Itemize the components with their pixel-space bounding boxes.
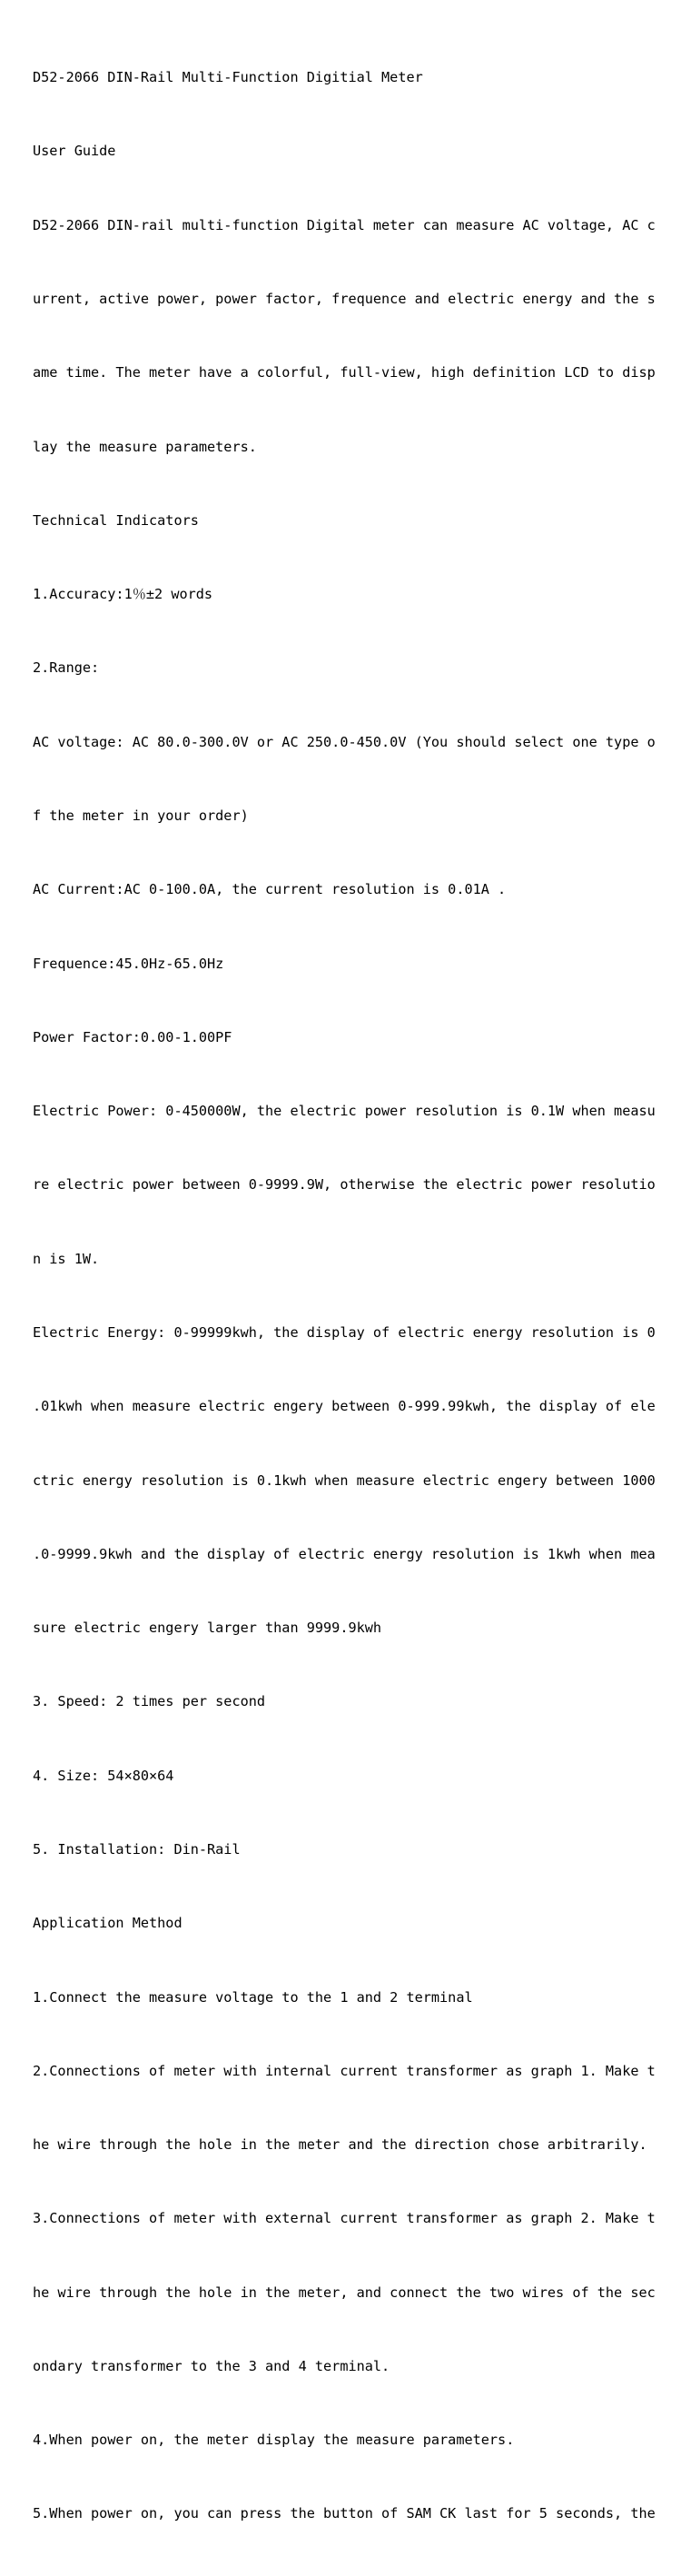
document-line: .01kwh when measure electric engery between 0-999.99kwh, the display of ele xyxy=(33,1398,656,1415)
document-line: re electric power between 0-9999.9W, otherwise the electric power resolutio xyxy=(33,1176,656,1194)
document-line: f the meter in your order) xyxy=(33,807,249,824)
document-line: n is 1W. xyxy=(33,1250,100,1267)
document-line: Application Method xyxy=(33,1915,183,1932)
document-line: D52-2066 DIN-rail multi-function Digital meter can measure AC voltage, AC c xyxy=(33,216,656,233)
document-line: Electric Energy: 0-99999kwh, the display of electric energy resolution is 0 xyxy=(33,1323,656,1341)
document-text-body xyxy=(33,16,656,2576)
document-line: .0-9999.9kwh and the display of electric energy resolution is 1kwh when mea xyxy=(33,1545,656,1562)
document-line: he wire through the hole in the meter, and connect the two wires of the sec xyxy=(33,2284,656,2301)
document-line: 5. Installation: Din-Rail xyxy=(33,1840,241,1858)
document-line: 1.Accuracy:1％±2 words xyxy=(33,586,213,603)
document-line: D52-2066 DIN-Rail Multi-Function Digitial Meter xyxy=(33,69,423,86)
document-line: 2.Connections of meter with internal current transformer as graph 1. Make t xyxy=(33,2062,656,2079)
document-line: 4.When power on, the meter display the measure parameters. xyxy=(33,2432,515,2449)
document-line: AC Current:AC 0-100.0A, the current resolution is 0.01A . xyxy=(33,881,507,898)
document-line: AC voltage: AC 80.0-300.0V or AC 250.0-450.0V (You should select one type o xyxy=(33,733,656,750)
document-line: sure electric engery larger than 9999.9kwh xyxy=(33,1620,382,1637)
document-line: Technical Indicators xyxy=(33,511,199,529)
document-line: he wire through the hole in the meter and the direction chose arbitrarily. xyxy=(33,2136,647,2154)
document-line: 3. Speed: 2 times per second xyxy=(33,1693,266,1710)
document-line: 2.Range: xyxy=(33,659,100,677)
document-line: Frequence:45.0Hz-65.0Hz xyxy=(33,955,224,972)
document-line: 3.Connections of meter with external current transformer as graph 2. Make t xyxy=(33,2210,656,2227)
document-line: Power Factor:0.00-1.00PF xyxy=(33,1028,232,1045)
document-line: User Guide xyxy=(33,143,116,160)
document-line: 5.When power on, you can press the button of SAM CK last for 5 seconds, the xyxy=(33,2505,656,2522)
document-line: 4. Size: 54×80×64 xyxy=(33,1767,174,1784)
document-line: urrent, active power, power factor, frequence and electric energy and the s xyxy=(33,291,656,308)
document-line: 1.Connect the measure voltage to the 1 and 2 terminal xyxy=(33,1988,473,2006)
document-line: ondary transformer to the 3 and 4 terminal. xyxy=(33,2357,390,2374)
document-line: ame time. The meter have a colorful, full-view, high definition LCD to disp xyxy=(33,364,656,381)
document-line: Electric Power: 0-450000W, the electric power resolution is 0.1W when measu xyxy=(33,1103,656,1120)
document-line: ctric energy resolution is 0.1kwh when measure electric engery between 1000 xyxy=(33,1471,656,1489)
document-line: lay the measure parameters. xyxy=(33,438,257,455)
